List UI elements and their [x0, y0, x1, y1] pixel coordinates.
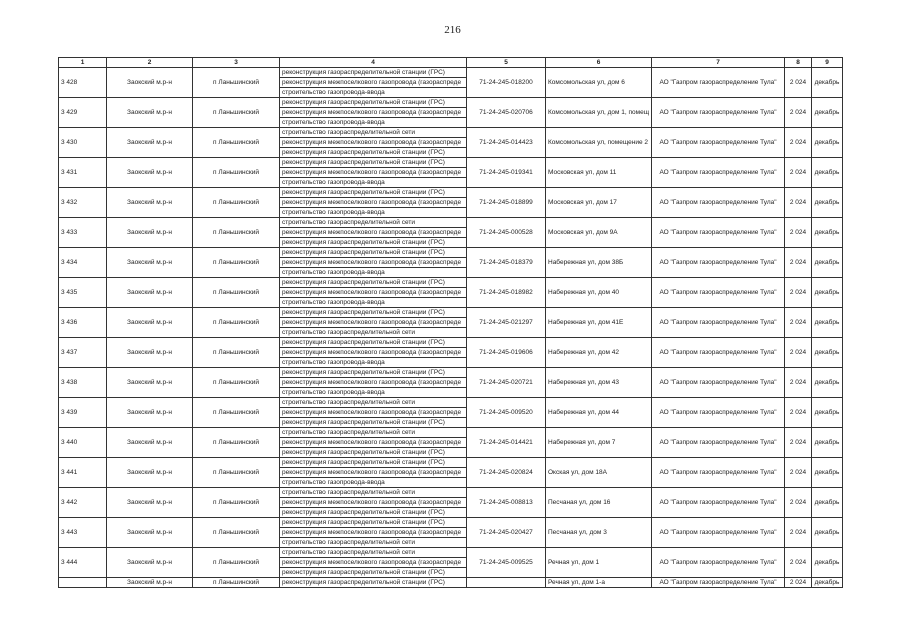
- table-row: [59, 578, 843, 588]
- district-cell: Заокский м.р-н: [107, 578, 193, 588]
- table-row: [59, 308, 843, 318]
- org-cell: АО "Газпром газораспределение Тула": [652, 578, 785, 588]
- table-row: [59, 398, 843, 408]
- address-cell: Набережная ул, дом 43: [546, 368, 652, 398]
- table-row: [59, 158, 843, 168]
- table-row: [59, 248, 843, 258]
- row-number: 3 435: [59, 278, 107, 308]
- work-cell: реконструкция межпоселкового газопровода (газораспреде: [280, 468, 467, 478]
- code-cell: 71-24-245-018982: [467, 278, 546, 308]
- col-header-1: 1: [59, 58, 107, 68]
- org-cell: АО "Газпром газораспределение Тула": [652, 338, 785, 368]
- settlement-cell: п Ланьшинский: [193, 188, 280, 218]
- district-cell: Заокский м.р-н: [107, 188, 193, 218]
- month-cell: декабрь: [812, 578, 843, 588]
- row-number: 3 433: [59, 218, 107, 248]
- settlement-cell: п Ланьшинский: [193, 128, 280, 158]
- work-cell: строительство газораспределительной сети: [280, 328, 467, 338]
- org-cell: АО "Газпром газораспределение Тула": [652, 488, 785, 518]
- row-number: 3 438: [59, 368, 107, 398]
- org-cell: АО "Газпром газораспределение Тула": [652, 128, 785, 158]
- row-number: 3 442: [59, 488, 107, 518]
- month-cell: декабрь: [812, 518, 843, 548]
- work-cell: строительство газопровода-ввода: [280, 298, 467, 308]
- settlement-cell: п Ланьшинский: [193, 458, 280, 488]
- col-header-6: 6: [546, 58, 652, 68]
- table-row: [59, 218, 843, 228]
- work-cell: реконструкция межпоселкового газопровода (газораспреде: [280, 438, 467, 448]
- row-number: 3 428: [59, 68, 107, 98]
- col-header-4: 4: [280, 58, 467, 68]
- month-cell: декабрь: [812, 128, 843, 158]
- code-cell: 71-24-245-020824: [467, 458, 546, 488]
- work-cell: реконструкция газораспределительной станции (ГРС): [280, 418, 467, 428]
- settlement-cell: п Ланьшинский: [193, 518, 280, 548]
- district-cell: Заокский м.р-н: [107, 488, 193, 518]
- year-cell: 2 024: [785, 338, 812, 368]
- year-cell: 2 024: [785, 518, 812, 548]
- code-cell: 71-24-245-000528: [467, 218, 546, 248]
- row-number: 3 431: [59, 158, 107, 188]
- settlement-cell: п Ланьшинский: [193, 248, 280, 278]
- code-cell: 71-24-245-020706: [467, 98, 546, 128]
- work-cell: реконструкция газораспределительной станции (ГРС): [280, 338, 467, 348]
- work-cell: реконструкция газораспределительной станции (ГРС): [280, 508, 467, 518]
- org-cell: АО "Газпром газораспределение Тула": [652, 218, 785, 248]
- settlement-cell: п Ланьшинский: [193, 548, 280, 578]
- code-cell: 71-24-245-018200: [467, 68, 546, 98]
- district-cell: Заокский м.р-н: [107, 338, 193, 368]
- district-cell: Заокский м.р-н: [107, 278, 193, 308]
- work-cell: строительство газопровода-ввода: [280, 118, 467, 128]
- table-row: [59, 428, 843, 438]
- district-cell: Заокский м.р-н: [107, 68, 193, 98]
- year-cell: 2 024: [785, 398, 812, 428]
- address-cell: Комсомольская ул, дом 1, помещ: [546, 98, 652, 128]
- district-cell: Заокский м.р-н: [107, 518, 193, 548]
- row-number: 3 429: [59, 98, 107, 128]
- settlement-cell: п Ланьшинский: [193, 308, 280, 338]
- code-cell: 71-24-245-018899: [467, 188, 546, 218]
- district-cell: Заокский м.р-н: [107, 308, 193, 338]
- col-header-9: 9: [812, 58, 843, 68]
- settlement-cell: п Ланьшинский: [193, 428, 280, 458]
- work-cell: строительство газораспределительной сети: [280, 218, 467, 228]
- address-cell: Песчаная ул, дом 16: [546, 488, 652, 518]
- work-cell: реконструкция газораспределительной станции (ГРС): [280, 98, 467, 108]
- month-cell: декабрь: [812, 308, 843, 338]
- address-cell: Окская ул, дом 18А: [546, 458, 652, 488]
- month-cell: декабрь: [812, 548, 843, 578]
- org-cell: АО "Газпром газораспределение Тула": [652, 248, 785, 278]
- month-cell: декабрь: [812, 218, 843, 248]
- row-number: 3 441: [59, 458, 107, 488]
- work-cell: реконструкция газораспределительной станции (ГРС): [280, 578, 467, 588]
- work-cell: реконструкция межпоселкового газопровода (газораспреде: [280, 378, 467, 388]
- work-cell: реконструкция газораспределительной станции (ГРС): [280, 148, 467, 158]
- col-header-5: 5: [467, 58, 546, 68]
- row-number: [59, 578, 107, 588]
- settlement-cell: п Ланьшинский: [193, 578, 280, 588]
- district-cell: Заокский м.р-н: [107, 98, 193, 128]
- year-cell: 2 024: [785, 308, 812, 338]
- code-cell: 71-24-245-008813: [467, 488, 546, 518]
- row-number: 3 430: [59, 128, 107, 158]
- settlement-cell: п Ланьшинский: [193, 368, 280, 398]
- register-table: [58, 57, 843, 588]
- month-cell: декабрь: [812, 188, 843, 218]
- year-cell: 2 024: [785, 128, 812, 158]
- work-cell: реконструкция межпоселкового газопровода (газораспреде: [280, 408, 467, 418]
- work-cell: реконструкция межпоселкового газопровода (газораспреде: [280, 348, 467, 358]
- row-number: 3 444: [59, 548, 107, 578]
- district-cell: Заокский м.р-н: [107, 218, 193, 248]
- header-row: [59, 58, 843, 68]
- org-cell: АО "Газпром газораспределение Тула": [652, 548, 785, 578]
- code-cell: 71-24-245-014423: [467, 128, 546, 158]
- org-cell: АО "Газпром газораспределение Тула": [652, 158, 785, 188]
- month-cell: декабрь: [812, 488, 843, 518]
- district-cell: Заокский м.р-н: [107, 248, 193, 278]
- settlement-cell: п Ланьшинский: [193, 98, 280, 128]
- district-cell: Заокский м.р-н: [107, 458, 193, 488]
- year-cell: 2 024: [785, 248, 812, 278]
- work-cell: строительство газораспределительной сети: [280, 428, 467, 438]
- year-cell: 2 024: [785, 158, 812, 188]
- org-cell: АО "Газпром газораспределение Тула": [652, 428, 785, 458]
- work-cell: реконструкция газораспределительной станции (ГРС): [280, 68, 467, 78]
- settlement-cell: п Ланьшинский: [193, 338, 280, 368]
- code-cell: 71-24-245-021297: [467, 308, 546, 338]
- year-cell: 2 024: [785, 458, 812, 488]
- work-cell: реконструкция межпоселкового газопровода (газораспреде: [280, 228, 467, 238]
- district-cell: Заокский м.р-н: [107, 428, 193, 458]
- address-cell: Набережная ул, дом 7: [546, 428, 652, 458]
- row-number: 3 443: [59, 518, 107, 548]
- work-cell: реконструкция газораспределительной станции (ГРС): [280, 188, 467, 198]
- year-cell: 2 024: [785, 488, 812, 518]
- address-cell: Московская ул, дом 9А: [546, 218, 652, 248]
- address-cell: Набережная ул, дом 40: [546, 278, 652, 308]
- address-cell: Песчаная ул, дом 3: [546, 518, 652, 548]
- org-cell: АО "Газпром газораспределение Тула": [652, 68, 785, 98]
- org-cell: АО "Газпром газораспределение Тула": [652, 98, 785, 128]
- row-number: 3 439: [59, 398, 107, 428]
- district-cell: Заокский м.р-н: [107, 128, 193, 158]
- settlement-cell: п Ланьшинский: [193, 218, 280, 248]
- col-header-7: 7: [652, 58, 785, 68]
- work-cell: строительство газораспределительной сети: [280, 398, 467, 408]
- work-cell: реконструкция газораспределительной станции (ГРС): [280, 368, 467, 378]
- address-cell: Комсомольская ул, дом 6: [546, 68, 652, 98]
- table-row: [59, 338, 843, 348]
- work-cell: реконструкция межпоселкового газопровода (газораспреде: [280, 138, 467, 148]
- code-cell: 71-24-245-019341: [467, 158, 546, 188]
- year-cell: 2 024: [785, 188, 812, 218]
- year-cell: 2 024: [785, 98, 812, 128]
- row-number: 3 432: [59, 188, 107, 218]
- org-cell: АО "Газпром газораспределение Тула": [652, 518, 785, 548]
- year-cell: 2 024: [785, 428, 812, 458]
- org-cell: АО "Газпром газораспределение Тула": [652, 188, 785, 218]
- work-cell: строительство газораспределительной сети: [280, 538, 467, 548]
- work-cell: реконструкция межпоселкового газопровода (газораспреде: [280, 258, 467, 268]
- work-cell: реконструкция газораспределительной станции (ГРС): [280, 458, 467, 468]
- work-cell: реконструкция межпоселкового газопровода (газораспреде: [280, 318, 467, 328]
- month-cell: декабрь: [812, 368, 843, 398]
- address-cell: Набережная ул, дом 41Е: [546, 308, 652, 338]
- month-cell: декабрь: [812, 398, 843, 428]
- settlement-cell: п Ланьшинский: [193, 278, 280, 308]
- work-cell: реконструкция газораспределительной станции (ГРС): [280, 518, 467, 528]
- district-cell: Заокский м.р-н: [107, 158, 193, 188]
- work-cell: реконструкция межпоселкового газопровода (газораспреде: [280, 528, 467, 538]
- work-cell: реконструкция газораспределительной станции (ГРС): [280, 278, 467, 288]
- table-row: [59, 68, 843, 78]
- month-cell: декабрь: [812, 248, 843, 278]
- work-cell: строительство газопровода-ввода: [280, 208, 467, 218]
- work-cell: реконструкция газораспределительной станции (ГРС): [280, 448, 467, 458]
- address-cell: Речная ул, дом 1: [546, 548, 652, 578]
- col-header-2: 2: [107, 58, 193, 68]
- table-row: [59, 278, 843, 288]
- table-row: [59, 98, 843, 108]
- year-cell: 2 024: [785, 368, 812, 398]
- code-cell: 71-24-245-014421: [467, 428, 546, 458]
- code-cell: 71-24-245-020721: [467, 368, 546, 398]
- month-cell: декабрь: [812, 458, 843, 488]
- code-cell: 71-24-245-020427: [467, 518, 546, 548]
- address-cell: Комсомольская ул, помещение 2: [546, 128, 652, 158]
- year-cell: 2 024: [785, 578, 812, 588]
- table-row: [59, 128, 843, 138]
- month-cell: декабрь: [812, 338, 843, 368]
- work-cell: реконструкция газораспределительной станции (ГРС): [280, 568, 467, 578]
- settlement-cell: п Ланьшинский: [193, 68, 280, 98]
- row-number: 3 434: [59, 248, 107, 278]
- code-cell: 71-24-245-019606: [467, 338, 546, 368]
- work-cell: реконструкция межпоселкового газопровода (газораспреде: [280, 108, 467, 118]
- address-cell: Набережная ул, дом 44: [546, 398, 652, 428]
- table-row: [59, 518, 843, 528]
- col-header-3: 3: [193, 58, 280, 68]
- col-header-8: 8: [785, 58, 812, 68]
- org-cell: АО "Газпром газораспределение Тула": [652, 308, 785, 338]
- work-cell: строительство газораспределительной сети: [280, 548, 467, 558]
- work-cell: строительство газопровода-ввода: [280, 178, 467, 188]
- district-cell: Заокский м.р-н: [107, 548, 193, 578]
- org-cell: АО "Газпром газораспределение Тула": [652, 458, 785, 488]
- district-cell: Заокский м.р-н: [107, 368, 193, 398]
- year-cell: 2 024: [785, 548, 812, 578]
- table-row: [59, 488, 843, 498]
- work-cell: строительство газопровода-ввода: [280, 478, 467, 488]
- work-cell: строительство газопровода-ввода: [280, 358, 467, 368]
- district-cell: Заокский м.р-н: [107, 398, 193, 428]
- table-row: [59, 458, 843, 468]
- work-cell: реконструкция межпоселкового газопровода (газораспреде: [280, 558, 467, 568]
- work-cell: реконструкция межпоселкового газопровода (газораспреде: [280, 78, 467, 88]
- month-cell: декабрь: [812, 68, 843, 98]
- work-cell: реконструкция межпоселкового газопровода (газораспреде: [280, 198, 467, 208]
- code-cell: 71-24-245-009520: [467, 398, 546, 428]
- table-row: [59, 188, 843, 198]
- work-cell: реконструкция межпоселкового газопровода (газораспреде: [280, 498, 467, 508]
- work-cell: реконструкция газораспределительной станции (ГРС): [280, 238, 467, 248]
- row-number: 3 440: [59, 428, 107, 458]
- work-cell: строительство газопровода-ввода: [280, 268, 467, 278]
- table-body: [59, 68, 843, 588]
- address-cell: Московская ул, дом 17: [546, 188, 652, 218]
- month-cell: декабрь: [812, 98, 843, 128]
- settlement-cell: п Ланьшинский: [193, 398, 280, 428]
- settlement-cell: п Ланьшинский: [193, 158, 280, 188]
- month-cell: декабрь: [812, 428, 843, 458]
- page-number: 216: [444, 24, 461, 36]
- work-cell: строительство газораспределительной сети: [280, 488, 467, 498]
- code-cell: 71-24-245-018379: [467, 248, 546, 278]
- row-number: 3 436: [59, 308, 107, 338]
- address-cell: Московская ул, дом 11: [546, 158, 652, 188]
- work-cell: строительство газораспределительной сети: [280, 128, 467, 138]
- settlement-cell: п Ланьшинский: [193, 488, 280, 518]
- code-cell: 71-24-245-009525: [467, 548, 546, 578]
- org-cell: АО "Газпром газораспределение Тула": [652, 278, 785, 308]
- org-cell: АО "Газпром газораспределение Тула": [652, 368, 785, 398]
- year-cell: 2 024: [785, 68, 812, 98]
- work-cell: реконструкция межпоселкового газопровода (газораспреде: [280, 288, 467, 298]
- month-cell: декабрь: [812, 278, 843, 308]
- address-cell: Речная ул, дом 1-а: [546, 578, 652, 588]
- year-cell: 2 024: [785, 218, 812, 248]
- org-cell: АО "Газпром газораспределение Тула": [652, 398, 785, 428]
- table-row: [59, 368, 843, 378]
- work-cell: строительство газопровода-ввода: [280, 88, 467, 98]
- work-cell: строительство газопровода-ввода: [280, 388, 467, 398]
- work-cell: реконструкция газораспределительной станции (ГРС): [280, 308, 467, 318]
- address-cell: Набережная ул, дом 42: [546, 338, 652, 368]
- code-cell: [467, 578, 546, 588]
- address-cell: Набережная ул, дом 38Б: [546, 248, 652, 278]
- work-cell: реконструкция межпоселкового газопровода (газораспреде: [280, 168, 467, 178]
- month-cell: декабрь: [812, 158, 843, 188]
- year-cell: 2 024: [785, 278, 812, 308]
- work-cell: реконструкция газораспределительной станции (ГРС): [280, 158, 467, 168]
- table-row: [59, 548, 843, 558]
- row-number: 3 437: [59, 338, 107, 368]
- work-cell: реконструкция газораспределительной станции (ГРС): [280, 248, 467, 258]
